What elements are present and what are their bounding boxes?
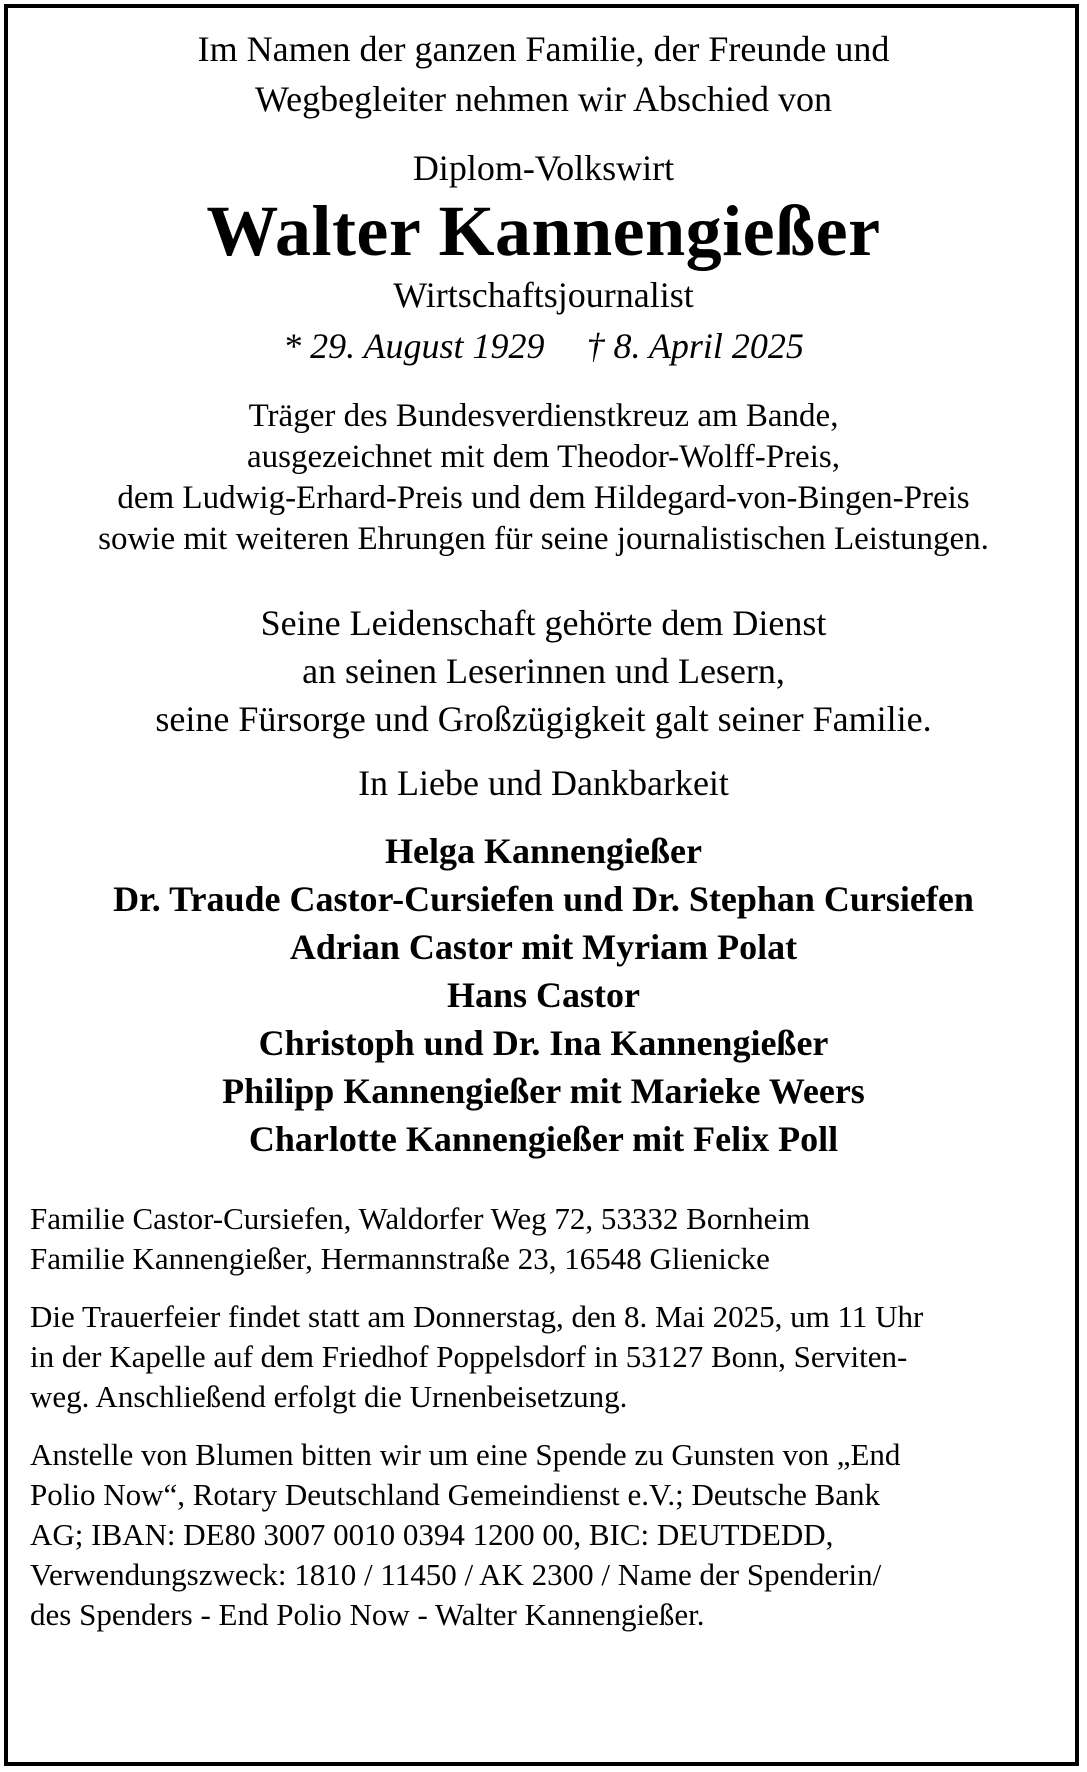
deceased-name: Walter Kannengießer (206, 191, 881, 271)
academic-title: Diplom-Volkswirt (412, 148, 675, 188)
mourner-name: Hans Castor (446, 975, 640, 1015)
mourner-name: Charlotte Kannengießer mit Felix Poll (248, 1119, 839, 1159)
death-date: † 8. April 2025 (586, 326, 804, 366)
passion-line: an seinen Leserinnen und Lesern, (302, 651, 785, 691)
mourner-name: Dr. Traude Castor-Cursiefen und Dr. Stephan Cursiefen (113, 879, 974, 919)
ceremony-line: weg. Anschließend erfolgt die Urnenbeisetzung. (30, 1379, 628, 1414)
ceremony-line: in der Kapelle auf dem Friedhof Poppelsdorf in 53127 Bonn, Serviten- (30, 1339, 908, 1374)
intro-text (30, 24, 1057, 124)
profession: Wirtschaftsjournalist (393, 275, 694, 315)
intro-line: Im Namen der ganzen Familie, der Freunde und (197, 29, 890, 69)
donation-line: Anstelle von Blumen bitten wir um eine Spende zu Gunsten von „End (30, 1437, 901, 1472)
obituary-notice (30, 24, 1057, 1635)
address-line: Familie Kannengießer, Hermannstraße 23, 16548 Glienicke (30, 1241, 770, 1276)
birth-date: * 29. August 1929 (283, 326, 545, 366)
mourner-name: Christoph und Dr. Ina Kannengießer (258, 1023, 829, 1063)
passion-text (30, 599, 1057, 743)
mourner-name: Philipp Kannengießer mit Marieke Weers (222, 1071, 865, 1111)
address-line: Familie Castor-Cursiefen, Waldorfer Weg 72, 53332 Bornheim (30, 1201, 811, 1236)
honors-line: sowie mit weiteren Ehrungen für seine journalistischen Leistungen. (98, 521, 989, 557)
life-dates (30, 318, 1057, 374)
passion-line: Seine Leidenschaft gehörte dem Dienst (260, 603, 827, 643)
passion-line: seine Fürsorge und Großzügigkeit galt seiner Familie. (155, 699, 932, 739)
ceremony-line: Die Trauerfeier findet statt am Donnerstag, den 8. Mai 2025, um 11 Uhr (30, 1299, 924, 1334)
honors-text (30, 396, 1057, 560)
intro-line: Wegbegleiter nehmen wir Abschied von (255, 79, 832, 119)
donation-line: AG; IBAN: DE80 3007 0010 0394 1200 00, BIC: DEUTDEDD, (30, 1517, 834, 1552)
donation-line: Verwendungszweck: 1810 / 11450 / AK 2300 / Name der Spenderin/ (30, 1557, 882, 1592)
funeral-details (30, 1297, 1057, 1417)
donation-line: des Spenders - End Polio Now - Walter Kannengießer. (30, 1597, 705, 1632)
mourner-name: Helga Kannengießer (385, 831, 702, 871)
donation-line: Polio Now“, Rotary Deutschland Gemeindienst e.V.; Deutsche Bank (30, 1477, 881, 1512)
mourner-name: Adrian Castor mit Myriam Polat (289, 927, 798, 967)
closing-phrase: In Liebe und Dankbarkeit (358, 763, 729, 803)
mourners-list (30, 827, 1057, 1163)
honors-line: dem Ludwig-Erhard-Preis und dem Hildegard-von-Bingen-Preis (117, 480, 970, 516)
family-addresses (30, 1199, 1057, 1279)
donation-request (30, 1435, 1057, 1635)
honors-line: Träger des Bundesverdienstkreuz am Bande, (248, 398, 839, 434)
honors-line: ausgezeichnet mit dem Theodor-Wolff-Preis, (247, 439, 840, 475)
